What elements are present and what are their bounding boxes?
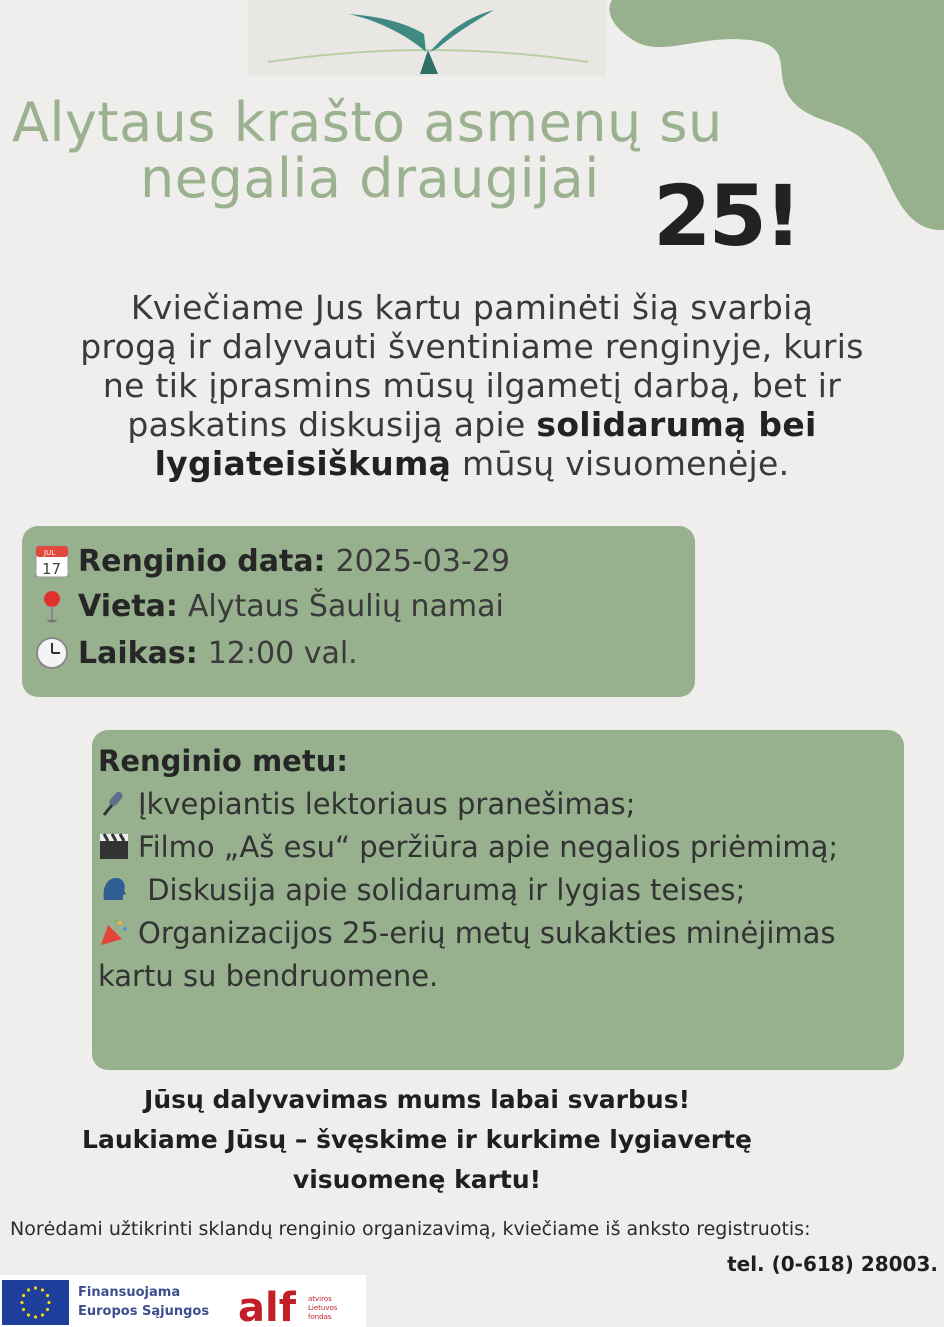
intro-emphasis: lygiateisiškumą (154, 444, 452, 483)
intro-line (18, 405, 926, 444)
registration-text: Norėdami užtikrinti sklandų renginio organizavimą, kviečiame iš anksto registruotis: (10, 1218, 811, 1240)
date-value: 2025-03-29 (335, 543, 510, 579)
program-item-continued: kartu su bendruomene. (98, 959, 439, 993)
intro-line (18, 444, 926, 483)
intro-line: progą ir dalyvauti šventiniame renginyje, kuris (80, 327, 864, 366)
program-item (98, 826, 898, 869)
intro-text: paskatins diskusiją apie (127, 405, 537, 444)
time-label: Laikas: (78, 635, 198, 671)
footer-logos (0, 1275, 366, 1327)
eu-line: Finansuojama (78, 1285, 181, 1300)
microphone-icon (98, 788, 130, 818)
place-row (34, 588, 504, 624)
closing-line: Laukiame Jūsų – švęskime ir kurkime lygiavertę (82, 1125, 752, 1154)
calendar-icon (34, 543, 70, 579)
closing-line: Jūsų dalyvavimas mums labai svarbus! (144, 1085, 690, 1114)
closing-line: visuomenę kartu! (292, 1165, 542, 1194)
intro-line: ne tik įprasmins mūsų ilgametį darbą, bet ir (102, 366, 842, 405)
eu-flag-icon (2, 1280, 69, 1325)
alf-line: Lietuvos (308, 1304, 338, 1312)
program-item (98, 869, 898, 912)
program-item-text: Įkvepiantis lektoriaus pranešimas; (138, 787, 636, 821)
alf-logo-text: alf (238, 1285, 296, 1327)
place-value: Alytaus Šaulių namai (187, 588, 504, 624)
program-item (98, 912, 898, 955)
clock-icon (34, 635, 70, 671)
anniversary-badge: 25! (653, 167, 800, 265)
time-row (34, 635, 358, 671)
organization-logo (248, 0, 606, 76)
alf-line: fondas (308, 1313, 332, 1321)
phone-number: tel. (0-618) 28003. (727, 1252, 938, 1276)
party-popper-icon (98, 917, 130, 947)
eu-funding-text (78, 1283, 209, 1321)
date-label: Renginio data: (78, 543, 326, 579)
program-box (92, 730, 904, 1070)
date-row (34, 543, 510, 579)
alf-line: atviros (308, 1295, 332, 1303)
intro-paragraph (18, 288, 926, 483)
program-item (98, 783, 898, 826)
place-label: Vieta: (78, 588, 178, 624)
speaking-head-icon (98, 874, 130, 904)
eu-line: Europos Sąjungos (78, 1304, 210, 1319)
calendar-month: JUL (44, 549, 56, 557)
intro-emphasis: solidarumą bei (536, 405, 817, 444)
closing-message (0, 1080, 834, 1200)
pin-icon (34, 588, 70, 624)
alf-foundation-text (308, 1295, 337, 1322)
program-heading: Renginio metu: (98, 744, 348, 778)
title-line-1: Alytaus krašto asmenų su (12, 91, 723, 154)
intro-text: mūsų visuomenėje. (451, 444, 790, 483)
title-line-2: negalia draugijai (140, 147, 600, 210)
program-item-text: Diskusija apie solidarumą ir lygias teises; (138, 873, 746, 907)
event-details-box (22, 526, 695, 697)
intro-line: Kviečiame Jus kartu paminėti šią svarbią (130, 288, 814, 327)
calendar-day: 17 (42, 560, 62, 578)
program-item-text: Organizacijos 25-erių metų sukakties minėjimas (138, 916, 836, 950)
program-item-text: Filmo „Aš esu“ peržiūra apie negalios priėmimą; (138, 830, 839, 864)
alf-logo (236, 1279, 296, 1327)
bird-logo-icon (248, 0, 606, 76)
time-value: 12:00 val. (207, 635, 358, 671)
clapperboard-icon (98, 831, 130, 861)
